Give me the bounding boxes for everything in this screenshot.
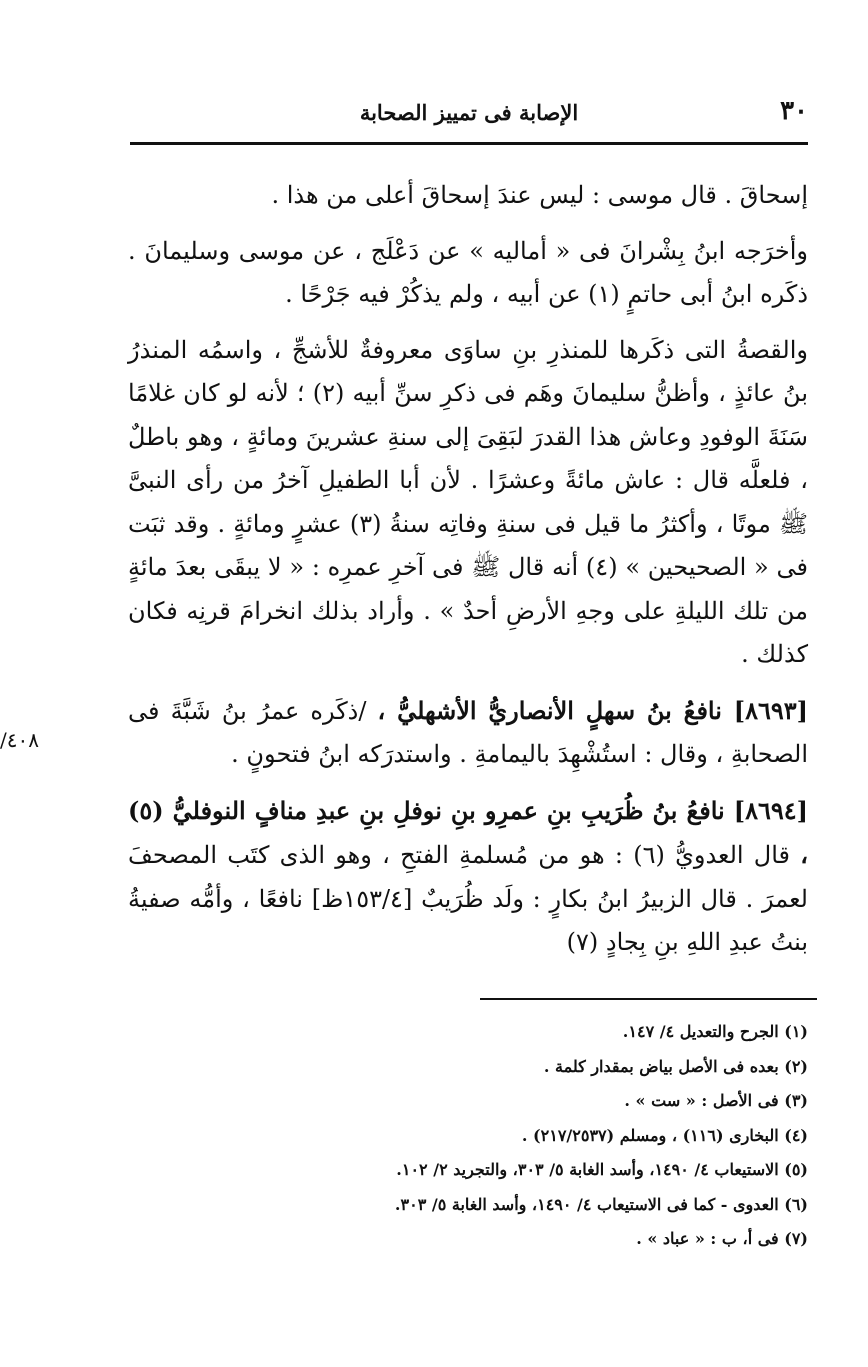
footnote: (٦) العدوى - كما فى الاستيعاب ٤/ ١٤٩٠، وأسد الغابة ٥/ ٣٠٣. [394, 1194, 808, 1214]
footnotes [300, 1015, 808, 1257]
running-title: الإصابة فى تمييز الصحابة [359, 100, 579, 125]
footnote: (١) الجرح والتعديل ٤/ ١٤٧. [622, 1022, 808, 1041]
entry-heading: [٨٦٩٤] نافعُ بنُ ظُرَيبِ بنِ عمرِو بنِ نوفلِ بنِ عبدِ منافٍ النوفليُّ (٥) ، [128, 795, 808, 869]
footnote: (٧) فى أ، ب : « عباد » . [636, 1229, 808, 1248]
footnote-rule [480, 998, 817, 1000]
entry-text: قال العدويُّ (٦) : هو من مُسلمةِ الفتحِ ، وهو الذى كتَب المصحفَ لعمرَ . قال الزبيرُ ابنُ بكارٍ : ولَد ظُرَيبٌ [١٥٣/٤ظ] نافعًا ، وأمُّه صفيةُ بنتُ عبدِ اللهِ بنِ بِجادٍ (٧) [128, 841, 808, 956]
header-rule [130, 142, 808, 145]
entry-8694 [128, 789, 808, 965]
page-header [130, 96, 808, 142]
footnote: (٣) فى الأصل : « ست » . [624, 1091, 808, 1110]
page-number: ٣٠ [780, 96, 808, 126]
footnote: (٤) البخارى (١١٦) ، ومسلم (٢١٧/٢٥٣٧) . [521, 1125, 808, 1145]
paragraph: والقصةُ التى ذكَرها للمنذرِ بنِ ساوَى معروفةٌ للأشجِّ ، واسمُه المنذرُ بنُ عائذٍ ، وأظنُّ سليمانَ وهَم فى ذكرِ سنِّ أبيه (٢) ؛ لأنه لو كان غلامًا سَنَةَ الوفودِ وعاش هذا القدرَ لبَقِىَ إلى سنةِ عشرينَ ومائةٍ ، وهو باطلٌ ، فلعلَّه قال : عاش مائةً وعشرًا . لأن أبا الطفيلِ آخرُ من رأى النبىَّ ﷺ موتًا ، وأكثرُ ما قيل فى سنةِ وفاتِه سنةُ (٣) عشرٍ ومائةٍ . وقد ثبَت فى « الصحيحين » (٤) أنه قال ﷺ فى آخرِ عمرِه : « لا يبقَى بعدَ مائةٍ من تلك الليلةِ على وجهِ الأرضِ أحدٌ » . وأراد بذلك انخرامَ قرنِه فكان كذلك . [128, 335, 809, 668]
paragraph: إسحاقَ . قال موسى : ليس عندَ إسحاقَ أعلى من هذا . [271, 181, 808, 209]
main-text [128, 174, 808, 965]
entry-heading: [٨٦٩٣] نافعُ بنُ سهلٍ الأنصاريُّ الأشهليُّ ، [377, 695, 809, 725]
entry-8693 [128, 689, 808, 777]
footnote: (٢) بعده فى الأصل بياض بمقدار كلمة . [543, 1056, 808, 1076]
footnote: (٥) الاستيعاب ٤/ ١٤٩٠، وأسد الغابة ٥/ ٣٠٣، والتجريد ٢/ ١٠٢. [396, 1160, 808, 1179]
margin-volume-page-ref: ٤٠٨/ [0, 728, 39, 752]
paragraph: وأخرَجه ابنُ بِشْرانَ فى « أماليه » عن دَعْلَج ، عن موسى وسليمانَ . ذكَره ابنُ أبى حاتمٍ (١) عن أبيه ، ولم يذكُرْ فيه جَرْحًا . [128, 236, 809, 308]
entry-text: /ذكَره عمرُ بنُ شَبَّةَ فى الصحابةِ ، وقال : استُشْهِدَ باليمامةِ . واستدرَكه ابنُ فتحونٍ . [128, 696, 808, 768]
